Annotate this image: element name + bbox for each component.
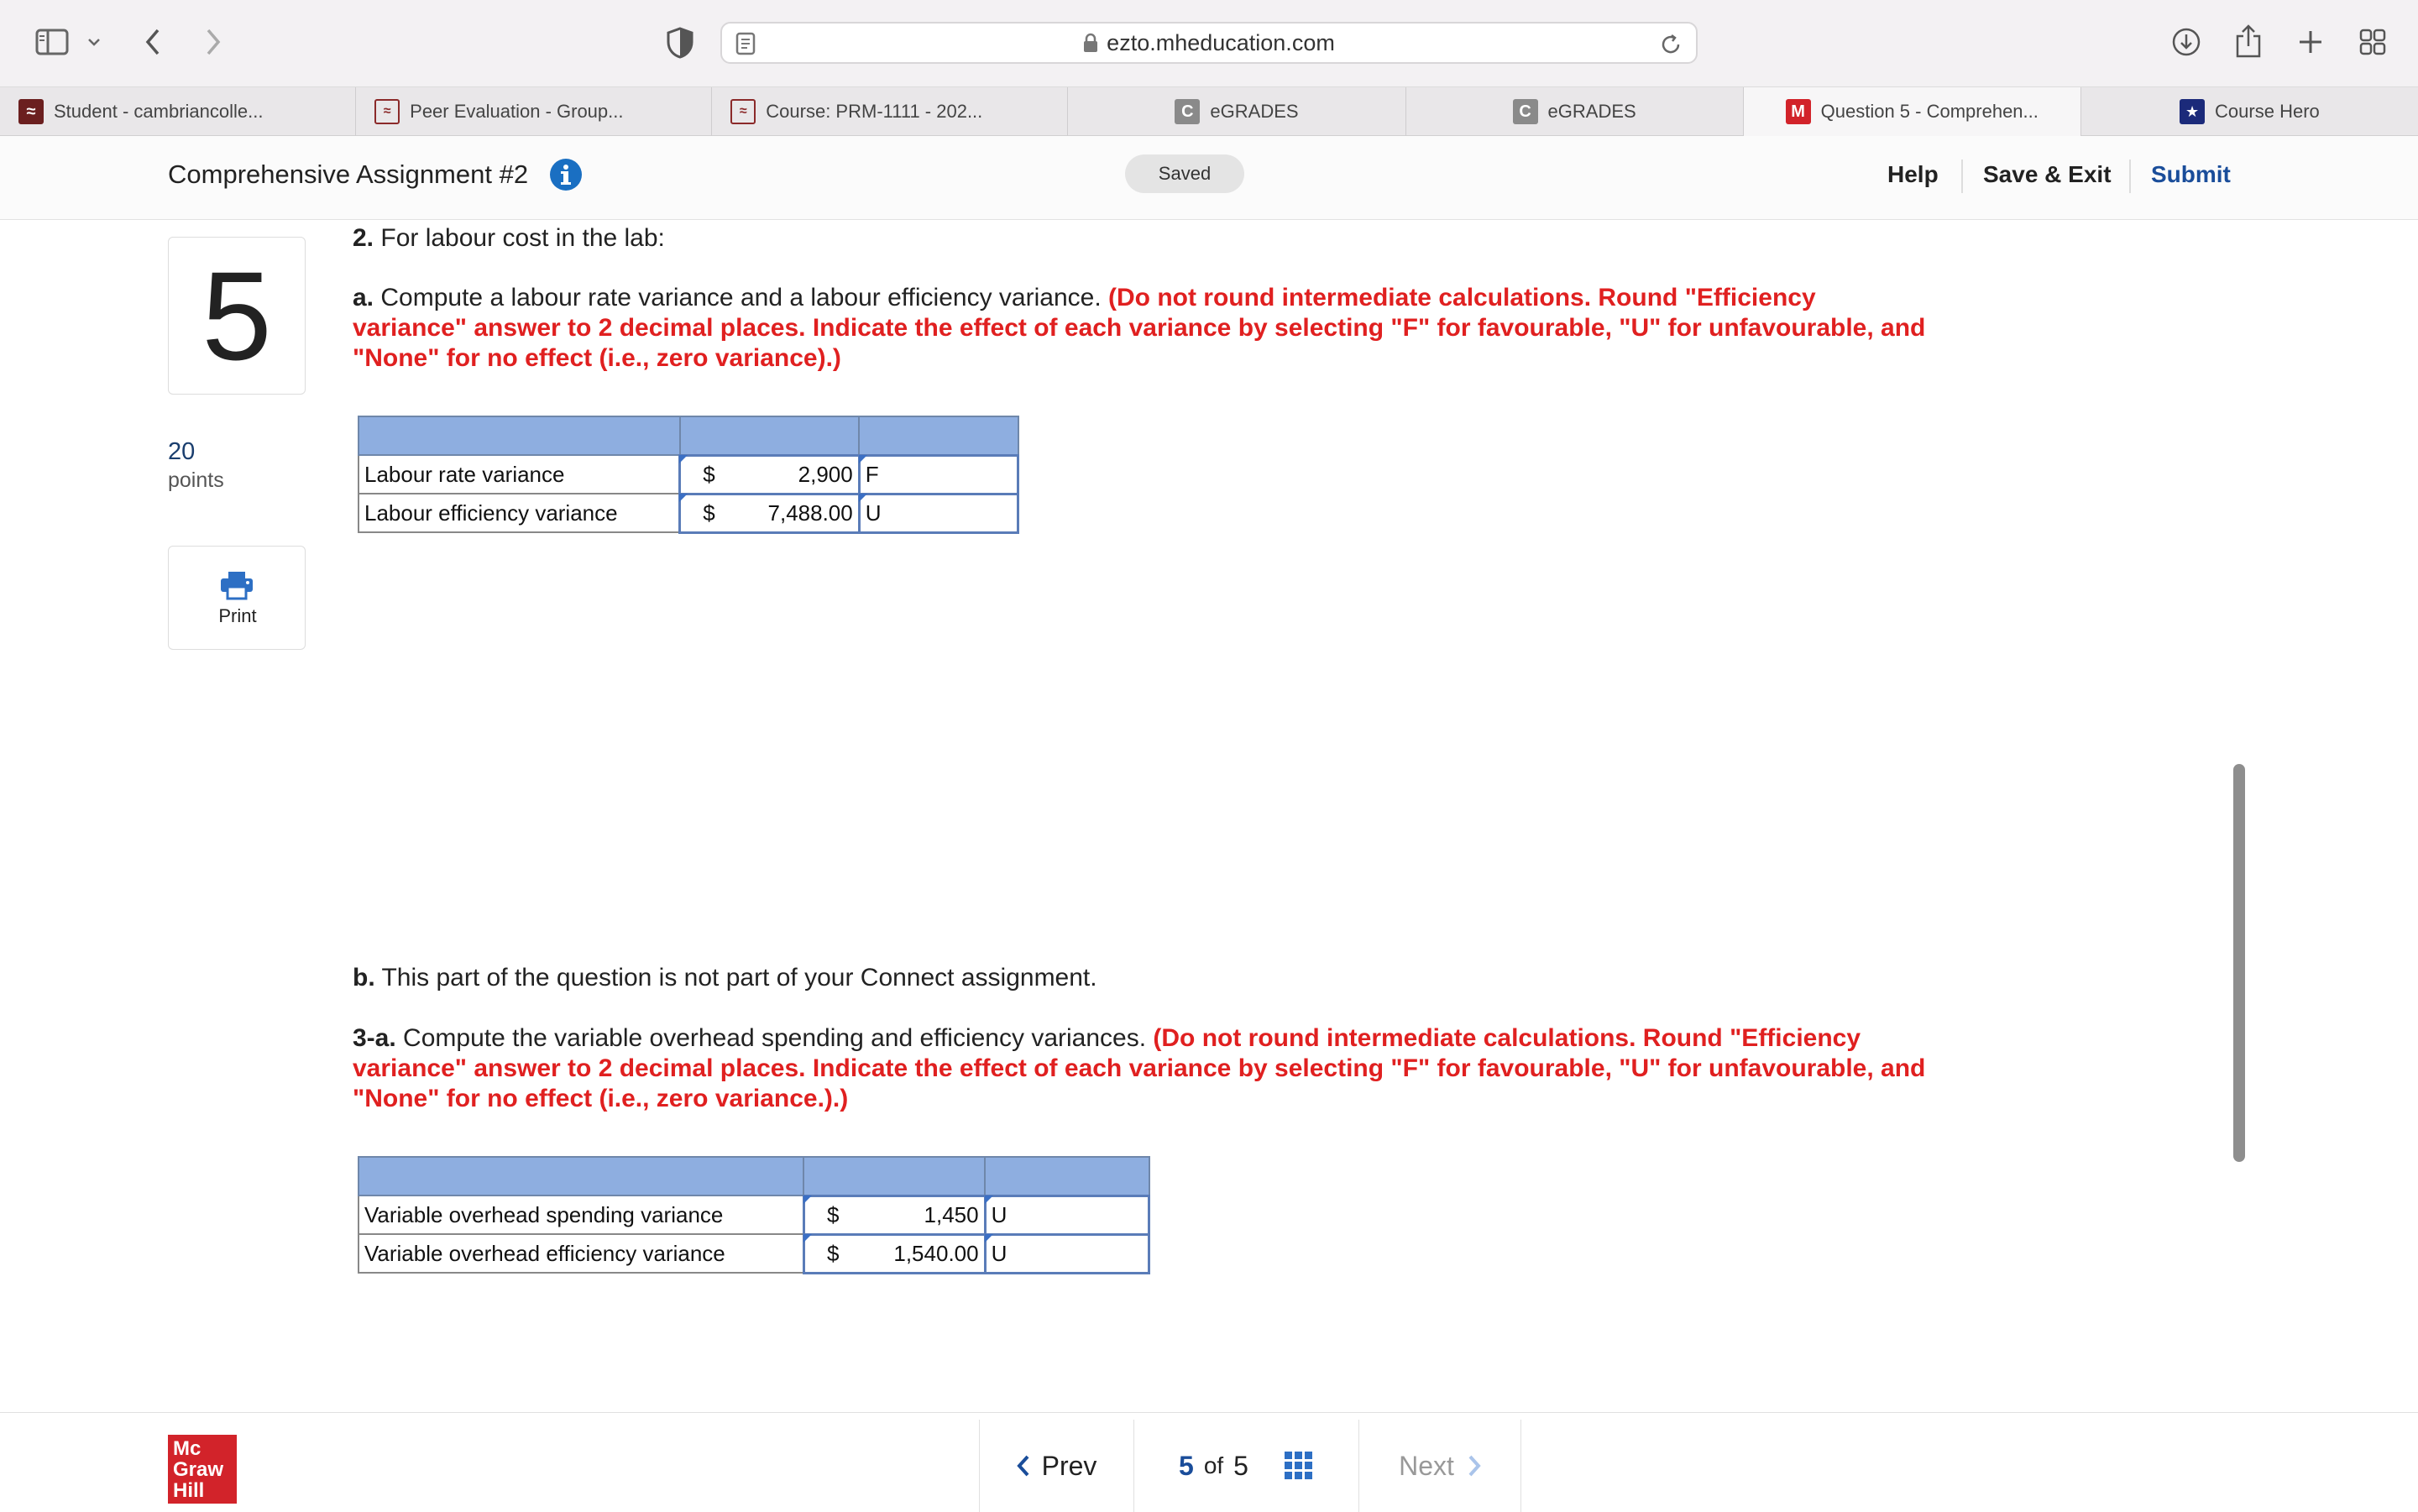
browser-toolbar	[0, 0, 2418, 87]
reader-icon[interactable]	[734, 32, 757, 55]
part-number: b.	[353, 964, 375, 991]
c-icon: C	[1513, 99, 1538, 124]
c-icon: C	[1175, 99, 1200, 124]
effect-select[interactable]: U	[985, 1195, 1149, 1234]
part-instructions: (Do not round intermediate calculations. Round "Efficiency variance" answer to 2 decimal places. Indicate the effect of each variance by selecting "F" for favourable, "U" for unfavourable, and "None" for no effect (i.e., zero variance).)	[353, 284, 1926, 372]
tab-bar	[0, 87, 2418, 136]
labour-variance-table	[358, 416, 1019, 534]
table-header-row	[359, 416, 1018, 455]
forward-icon[interactable]	[198, 25, 228, 59]
tab-course-hero[interactable]	[2081, 87, 2418, 136]
amount-value: 2,900	[798, 461, 853, 487]
part-number: 2.	[353, 224, 374, 252]
coursehero-icon: ★	[2180, 99, 2205, 124]
divider	[2129, 160, 2131, 193]
part-instructions: (Do not round intermediate calculations. Round "Efficiency variance" answer to 2 decimal places. Indicate the effect of each variance by selecting "F" for favourable, "U" for unfavourable, and "None" for no effect (i.e., zero variance.).)	[353, 1024, 1926, 1112]
amount-value: 7,488.00	[767, 500, 853, 526]
download-icon[interactable]	[2169, 25, 2203, 59]
currency-symbol: $	[703, 500, 715, 526]
prev-button[interactable]	[979, 1420, 1133, 1512]
cambrian-icon: ≈	[374, 99, 400, 124]
save-exit-button[interactable]: Save & Exit	[1983, 161, 2112, 187]
table-header-cell	[359, 1157, 803, 1195]
address-bar[interactable]	[720, 22, 1698, 64]
table-header-row	[359, 1157, 1149, 1195]
part-3a-prompt	[353, 1023, 1931, 1114]
chevron-left-icon	[1017, 1454, 1030, 1478]
tab-course[interactable]	[712, 87, 1068, 136]
tab-egrades-2[interactable]	[1406, 87, 1744, 136]
currency-symbol: $	[703, 461, 715, 487]
tab-label: Course: PRM-1111 - 202...	[766, 101, 983, 122]
privacy-shield-icon[interactable]	[663, 25, 697, 60]
assignment-title: Comprehensive Assignment #2	[168, 160, 529, 189]
table-row	[359, 455, 1018, 494]
part-text: Compute the variable overhead spending and efficiency variances.	[403, 1024, 1147, 1052]
table-header-cell	[859, 416, 1018, 455]
table-row	[359, 1234, 1149, 1273]
page-of: of	[1203, 1452, 1224, 1478]
effect-select[interactable]: U	[985, 1234, 1149, 1273]
total-pages: 5	[1233, 1450, 1248, 1481]
effect-select[interactable]: F	[859, 455, 1018, 494]
part-b-prompt	[353, 963, 1931, 993]
print-button[interactable]	[168, 546, 306, 650]
sidebar-toggle-icon[interactable]	[34, 27, 71, 57]
logo-line: Hill	[173, 1479, 205, 1502]
row-label: Labour rate variance	[359, 455, 680, 494]
table-row	[359, 1195, 1149, 1234]
amount-input[interactable]	[680, 455, 860, 494]
tab-overview-icon[interactable]	[2356, 25, 2389, 59]
tab-label: Question 5 - Comprehen...	[1820, 101, 2039, 122]
overhead-variance-table	[358, 1156, 1150, 1274]
back-icon[interactable]	[138, 25, 168, 59]
amount-value: 1,450	[924, 1201, 979, 1227]
url-text: ezto.mheducation.com	[1107, 29, 1335, 55]
chevron-down-icon[interactable]	[84, 32, 104, 52]
grid-icon[interactable]	[1284, 1451, 1314, 1481]
points-value: 20	[168, 438, 196, 465]
page-indicator[interactable]	[1133, 1420, 1358, 1512]
row-label: Variable overhead efficiency variance	[359, 1234, 803, 1273]
printer-icon	[219, 570, 254, 604]
part-number: a.	[353, 284, 374, 311]
next-label: Next	[1399, 1450, 1454, 1481]
lock-icon	[1083, 33, 1098, 53]
scrollbar-thumb[interactable]	[2233, 764, 2245, 1162]
tab-peer-evaluation[interactable]	[356, 87, 712, 136]
help-button[interactable]: Help	[1887, 161, 1939, 187]
cambrian-icon: ≈	[730, 99, 756, 124]
part-text: This part of the question is not part of your Connect assignment.	[381, 964, 1097, 991]
question-navigation	[979, 1420, 1521, 1512]
m-icon: M	[1786, 99, 1811, 124]
amount-input[interactable]	[803, 1234, 985, 1273]
reload-icon[interactable]	[1659, 33, 1683, 56]
print-label: Print	[218, 605, 257, 626]
tab-label: Student - cambriancolle...	[54, 101, 264, 122]
row-label: Variable overhead spending variance	[359, 1195, 803, 1234]
part-text: Compute a labour rate variance and a labour efficiency variance.	[380, 284, 1102, 311]
saved-status-badge: Saved	[1125, 154, 1244, 193]
tab-label: eGRADES	[1547, 101, 1636, 122]
divider	[1961, 160, 1963, 193]
effect-select[interactable]: U	[859, 494, 1018, 532]
assignment-header	[0, 136, 2418, 220]
tab-label: eGRADES	[1210, 101, 1299, 122]
current-page: 5	[1179, 1450, 1194, 1481]
currency-symbol: $	[826, 1201, 840, 1227]
table-header-cell	[359, 416, 680, 455]
table-header-cell	[985, 1157, 1149, 1195]
footer-nav	[0, 1412, 2418, 1511]
amount-value: 1,540.00	[893, 1240, 979, 1266]
share-icon[interactable]	[2232, 22, 2265, 60]
tab-student[interactable]	[0, 87, 356, 136]
row-label: Labour efficiency variance	[359, 494, 680, 532]
tab-label: Course Hero	[2215, 101, 2320, 122]
table-header-cell	[803, 1157, 985, 1195]
table-row	[359, 494, 1018, 532]
tab-label: Peer Evaluation - Group...	[410, 101, 624, 122]
table-header-cell	[680, 416, 860, 455]
cambrian-icon: ≈	[18, 99, 44, 124]
amount-input[interactable]	[680, 494, 860, 532]
submit-button[interactable]: Submit	[2151, 161, 2231, 187]
amount-input[interactable]	[803, 1195, 985, 1234]
next-button[interactable]	[1358, 1420, 1521, 1512]
mcgraw-hill-logo	[168, 1435, 237, 1504]
question-number: 5	[168, 237, 306, 395]
logo-line: Mc	[173, 1437, 202, 1460]
tab-egrades-1[interactable]	[1068, 87, 1405, 136]
points-label: points	[168, 468, 224, 492]
logo-line: Graw	[173, 1458, 224, 1481]
new-tab-icon[interactable]	[2294, 25, 2327, 59]
part-number: 3-a.	[353, 1024, 396, 1052]
prev-label: Prev	[1041, 1450, 1097, 1481]
info-icon[interactable]	[549, 158, 583, 196]
currency-symbol: $	[826, 1240, 840, 1266]
chevron-right-icon	[1468, 1454, 1481, 1478]
part-2-heading	[353, 223, 1931, 254]
part-a-prompt	[353, 283, 1931, 374]
part-text: For labour cost in the lab:	[380, 224, 665, 252]
tab-question-5[interactable]	[1744, 87, 2081, 136]
